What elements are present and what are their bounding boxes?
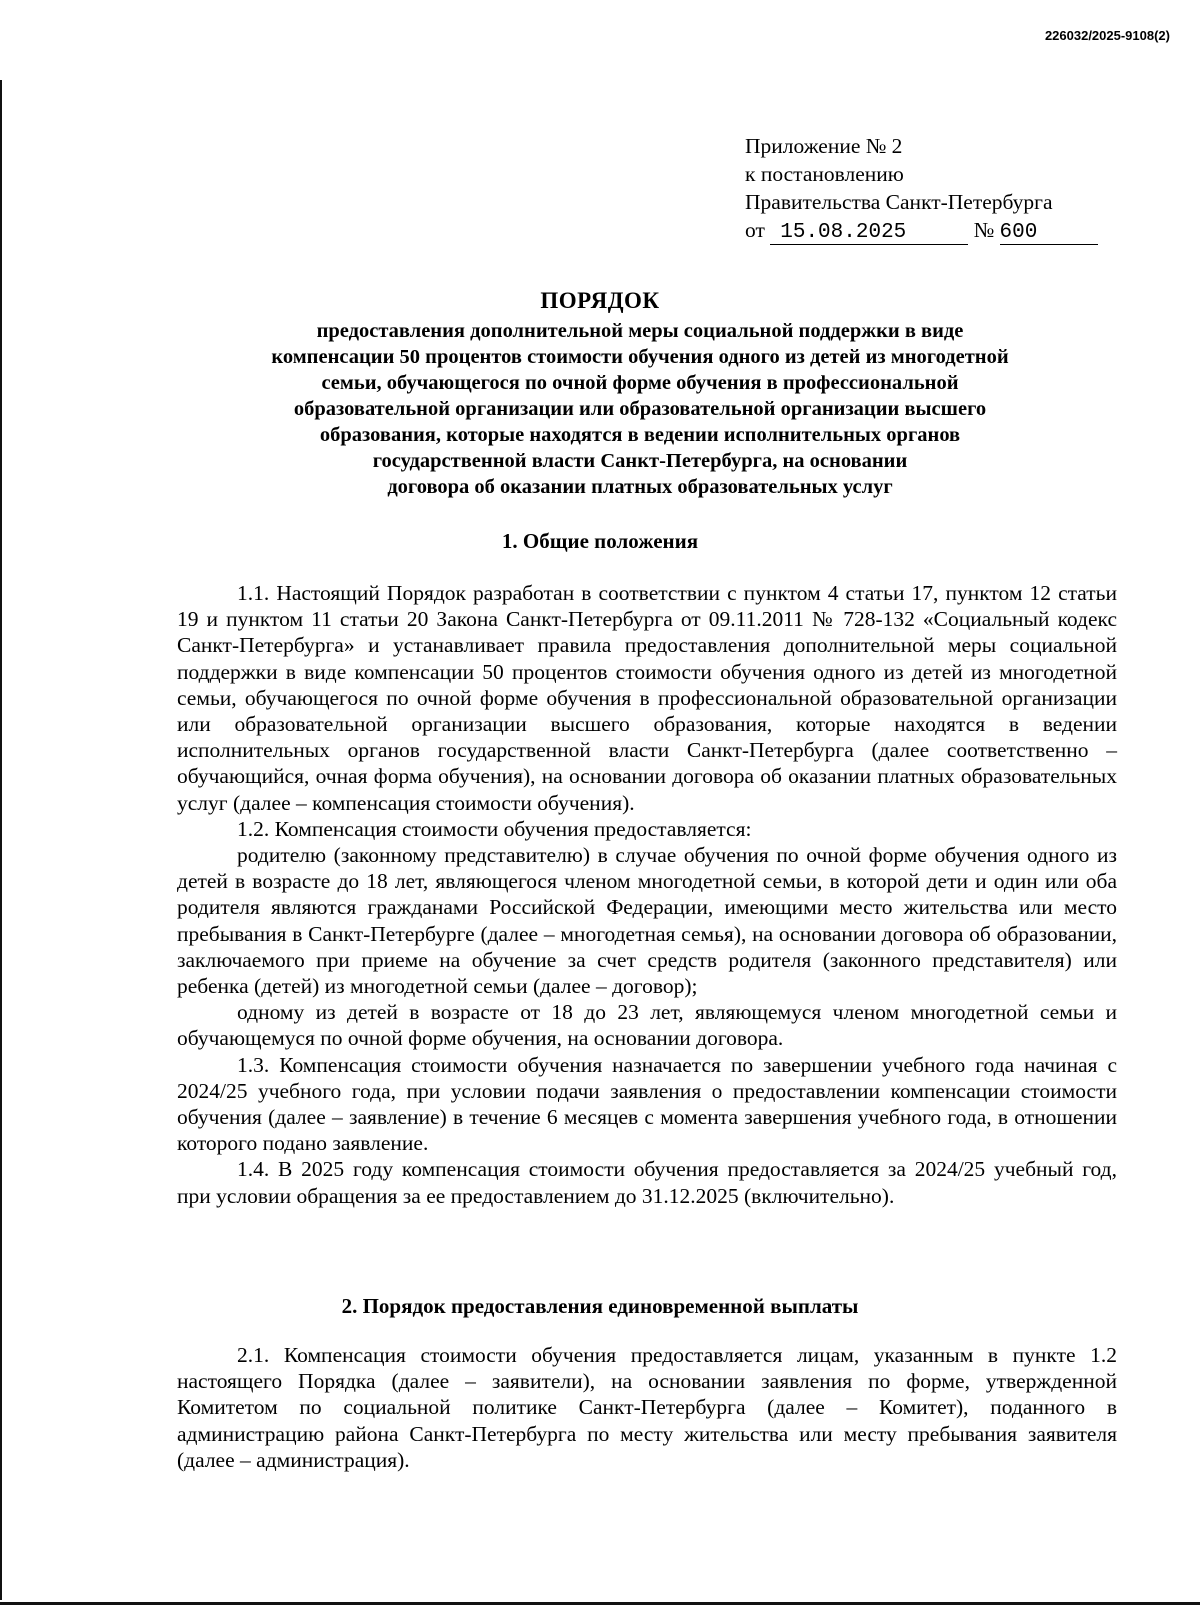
resolution-date: 15.08.2025 (770, 222, 968, 245)
subtitle-line: предоставления дополнительной меры социальной поддержки в виде (316, 320, 964, 342)
subtitle-line: семьи, обучающегося по очной форме обучения в профессиональной (321, 372, 959, 394)
paragraph-1-2-a: родителю (законному представителю) в случае обучения по очной форме обучения одного из детей в возрасте до 18 лет, являющегося членом многодетной семьи, в которой дети и один или оба родителя являются гражданами Российской Федерации, имеющими место жительства или место пребывания в Санкт-Петербурге (далее – многодетная семья), на основании договора об образовании, заключаемого при приеме на обучение за счет средств родителя (законного представителя) или ребенка (детей) из многодетной семьи (далее – договор); (177, 843, 1117, 999)
paragraph-1-1: 1.1. Настоящий Порядок разработан в соответствии с пунктом 4 статьи 17, пунктом 12 статьи 19 и пунктом 11 статьи 20 Закона Санкт-Петербурга от 09.11.2011 № 728-132 «Социальный кодекс Санкт-Петербурга» и устанавливает правила предоставления дополнительной меры социальной поддержки в виде компенсации 50 процентов стоимости обучения одного из детей из многодетной семьи, обучающегося по очной форме обучения в профессиональной образовательной организации или образовательной организации высшего образования, которые находятся в ведении исполнительных органов государственной власти Санкт-Петербурга (далее соответственно – обучающийся, очная форма обучения), на основании договора об оказании платных образовательных услуг (далее – компенсация стоимости обучения). (177, 581, 1117, 815)
subtitle-line: образовательной организации или образовательной организации высшего (293, 398, 987, 420)
section-1-heading: 1. Общие положения (501, 529, 699, 553)
scan-bottom-edge (0, 1602, 1200, 1605)
paragraph-1-2: 1.2. Компенсация стоимости обучения предоставляется: (237, 816, 752, 841)
subtitle-line: договора об оказании платных образовательных услуг (387, 476, 893, 498)
document-subtitle (200, 318, 1080, 500)
document-registration-number: 226032/2025-9108(2) (1044, 28, 1170, 43)
section-2-body (177, 1342, 1117, 1473)
section-1-body (177, 580, 1117, 1209)
paragraph-1-3: 1.3. Компенсация стоимости обучения назначается по завершении учебного года начиная с 2024/25 учебного года, при условии подачи заявления о предоставлении компенсации стоимости обучения (далее – заявление) в течение 6 месяцев с момента завершения учебного года, в отношении которого подано заявление. (177, 1052, 1117, 1156)
appendix-line-3: Правительства Санкт-Петербурга (745, 190, 1053, 214)
section-2-heading: 2. Порядок предоставления единовременной выплаты (341, 1294, 859, 1318)
subtitle-line: компенсации 50 процентов стоимости обучения одного из детей из многодетной (271, 346, 1009, 368)
paragraph-1-4: 1.4. В 2025 году компенсация стоимости обучения предоставляется за 2024/25 учебный год, при условии обращения за ее предоставлением до 31.12.2025 (включительно). (177, 1157, 1117, 1208)
appendix-block (745, 132, 1098, 245)
appendix-line-1: Приложение № 2 (745, 134, 903, 158)
appendix-line-2: к постановлению (745, 162, 904, 186)
number-prefix: № (973, 218, 995, 242)
document-title: ПОРЯДОК (540, 288, 660, 313)
appendix-date-line (745, 216, 1098, 245)
resolution-number: 600 (1000, 222, 1098, 245)
paragraph-2-1: 2.1. Компенсация стоимости обучения предоставляется лицам, указанным в пункте 1.2 настоящего Порядка (далее – заявители), на основании заявления по форме, утвержденной Комитетом по социальной политике Санкт-Петербурга (далее – Комитет), поданного в администрацию района Санкт-Петербурга по месту жительства или месту пребывания заявителя (далее – администрация). (177, 1343, 1117, 1472)
date-prefix: от (745, 218, 765, 242)
subtitle-line: государственной власти Санкт-Петербурга, на основании (372, 450, 908, 472)
paragraph-1-2-b: одному из детей в возрасте от 18 до 23 лет, являющемуся членом многодетной семьи и обучающемуся по очной форме обучения, на основании договора. (177, 1000, 1117, 1051)
subtitle-line: образования, которые находятся в ведении исполнительных органов (319, 424, 961, 446)
